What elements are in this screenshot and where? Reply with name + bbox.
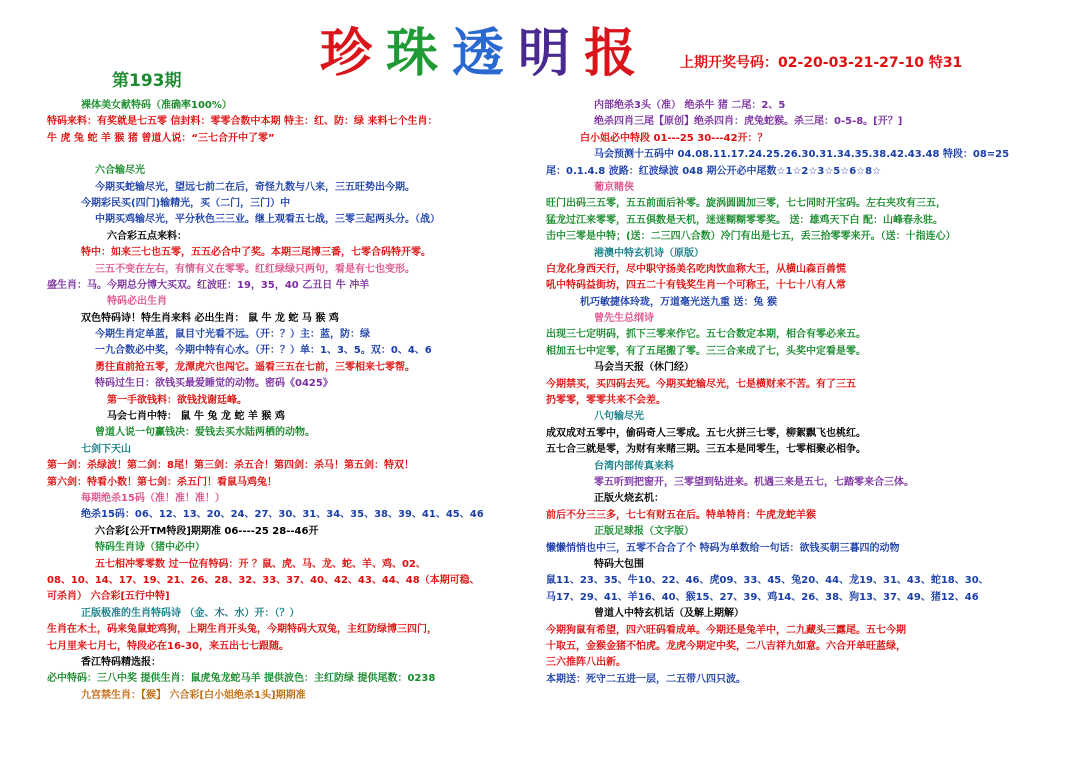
text-line: 今期禁买，买四码去死。今期买蛇输尽光，七是横财来不苦。有了三五: [546, 378, 856, 390]
masthead-char: 珍: [320, 23, 387, 84]
text-line: 今期买蛇输尽光，望远七前二在后，奇怪九数与八来，三五旺势出今期。: [95, 181, 415, 193]
text-line: 六合输尽光: [95, 165, 145, 177]
left-column: [47, 98, 497, 704]
text-line: 马会当天报（休门经）: [594, 362, 694, 374]
text-line: 马会七肖中特： 鼠 牛 兔 龙 蛇 羊 猴 鸡: [107, 411, 285, 423]
text-line: 七月里来七月七，特段必在16-30，来五出七七跟随。: [47, 640, 289, 652]
text-line: 三五不变在左右，有情有义在零零。红红绿绿只两句，看是有七也变形。: [95, 263, 415, 275]
text-line: 出现三七定明码，抓下三零来作它。五七合数定本期，相合有零必来五。: [546, 329, 866, 341]
text-line: 吼中特码益街坊，四五二十有钱奖生肖一个可称王，十七十八有人常: [546, 280, 846, 292]
masthead-char: 珠: [386, 23, 453, 84]
text-line: 特码大包围: [594, 558, 644, 570]
text-line: 扔零零，零零共来不会差。: [546, 395, 666, 407]
text-line: 第一手欲钱料：欲钱找谢廷峰。: [107, 394, 247, 406]
text-line: 生肖在木土，码来兔鼠蛇鸡狗，上期生肖开头兔，今期特码大双兔，主红防绿博三四门，: [47, 624, 437, 636]
masthead-char: 明: [518, 23, 585, 84]
text-line: 曾道人说一句赢钱决：爱钱去买水陆两栖的动物。: [95, 427, 315, 439]
text-line: 成双成对五零中，偷码奇人三零成。五七火拼三七零，柳絮飘飞也桃红。: [546, 427, 866, 439]
text-line: 牛 虎 兔 蛇 羊 猴 猪 曾道人说：“三七合开中了零”: [47, 132, 275, 144]
text-line: 台湾内部传真来料: [594, 460, 674, 472]
text-line: 港澳中特玄机诗（原版）: [594, 247, 704, 259]
text-line: 盛生肖：马。今期总分博大买双。红波旺：19，35，40 乙丑日 牛 冲羊: [47, 279, 370, 291]
text-line: 绝杀15码：06、12、13、20、24、27、30、31、34、35、38、39、41、45、46: [81, 509, 484, 521]
text-line: 五七合三就是零，为财有来赌三期。三五本是同零生，七零相聚必相争。: [546, 444, 866, 456]
text-line: 机巧敏捷体玲珑，万道毫光送九重 送：兔 猴: [580, 296, 777, 308]
text-line: 内部绝杀3头（准） 绝杀牛 猪 二尾：2、5: [594, 100, 786, 111]
text-line: 本期送：死守二五进一层，二五带八四只波。: [546, 673, 746, 685]
text-line: 九宫禁生肖：【猴】 六合彩[白小姐绝杀1头]期期准: [81, 689, 306, 701]
text-line: 十取五，金猴金猪不怕虎。龙虎今期定中奖，二八吉祥九如意。六合开单旺蓝绿，: [546, 640, 906, 652]
text-line: 第一剑：杀绿波！第二剑：8尾！第三剑：杀五合！第四剑：杀马！第五剑：特双！: [47, 460, 414, 472]
text-line: 正版火烧玄机：: [594, 493, 664, 505]
text-line: 勇往直前抢五零，龙潭虎穴也闯它。遥看三五在七前，三零相来七零帮。: [95, 361, 415, 373]
text-line: 击中三零是中特；(送：二三四八合数）冷门有出是七五，丢三拾零零来开。（送：十指连心）: [546, 231, 956, 243]
right-column: [546, 98, 1026, 688]
text-line: 特码生肖诗（猪中必中）: [95, 542, 205, 554]
text-line: 第六剑：特看小数！第七剑：杀五门！看鼠马鸡兔！: [47, 476, 277, 488]
masthead-title: [320, 24, 650, 84]
text-line: 中期买鸡输尽光，平分秋色三三业。继上观看五七战，三零三起两头分。（战）: [95, 214, 440, 226]
masthead-char: 报: [584, 23, 651, 84]
text-line: 马会预测十五码中 04.08.11.17.24.25.26.30.31.34.35.38.42.43.48 特段：08=25: [594, 149, 1010, 161]
text-line: 六合彩[公开TM特段]期期准 06----25 28--46开: [95, 525, 319, 537]
text-line: 尾：0.1.4.8 波路：红波绿波 048 期公开必中尾数☆1☆2☆3☆5☆6☆8☆: [546, 165, 882, 177]
text-line: 葡京赌侠: [594, 181, 634, 193]
text-line: 08、10、14、17、19、21、26、28、32、33、37、40、42、43、44、48（本期可稳、: [47, 574, 480, 586]
text-line: 可杀肖） 六合彩[五行中特]: [47, 591, 170, 603]
text-line: 鼠11、23、35、牛10、22、46、虎09、33、45、兔20、44、龙19、31、43、蛇18、30、: [546, 575, 989, 587]
text-line: 绝杀四肖三尾【原创】绝杀四肖：虎兔蛇猴。杀三尾：0-5-8。[开？]: [594, 116, 903, 128]
issue-number: 第193期: [112, 71, 182, 91]
masthead-char: 透: [452, 23, 519, 84]
last-draw-numbers: 上期开奖号码：02-20-03-21-27-10 特31: [680, 55, 963, 71]
text-line: 香江特码精选报：: [81, 656, 161, 668]
text-line: 旺门出码三五零，五五前面后补零。旋涡圆圆加三零，七七同时开宝码。左右夹攻有三五，: [546, 198, 946, 210]
text-line: 马17、29、41、羊16、40、猴15、27、39、鸡14、26、38、狗13、37、49、猪12、46: [546, 591, 979, 603]
text-line: 白龙化身西天行，尽中职守扬美名吃肉饮血称大王，从横山森百兽慌: [546, 263, 846, 275]
text-line: 白小姐必中特段 01---25 30---42开：？: [580, 132, 768, 144]
text-line: 七剑下天山: [81, 443, 131, 455]
text-line: 懒懒悄悄也中三，五零不合合了个 特码为单数给一句话：欲钱买朝三暮四的动物: [546, 542, 900, 554]
text-line: 今期彩民买(四门)输精光，买（二门，三门）中: [81, 197, 291, 209]
text-line: 正版足球报（文字版）: [594, 526, 694, 538]
text-line: 每期绝杀15码（准！准！准！）: [81, 492, 225, 504]
text-line: 相加五七中定零，有了五尾搬了零。三三合来成了七，头奖中定看是零。: [546, 345, 866, 357]
text-line: 特码过生日：欲钱买最爱睡觉的动物。密码《0425》: [95, 378, 333, 390]
text-line: 曾道人中特玄机话（及解上期解）: [594, 608, 744, 620]
text-line: 今期生肖定单蓝，鼠目寸光看不远。（开：？）主：蓝，防：绿: [95, 329, 370, 341]
text-line: 特码必出生肖: [107, 296, 167, 308]
text-line: [47, 147, 497, 163]
text-line: 裸体美女献特码（准确率100%）: [81, 100, 232, 111]
text-line: 特中：如来三七也五零，五五必合中了奖。本期三尾博三番，七零合码特开零。: [81, 247, 431, 259]
text-line: 一九合数必中奖，今期中特有心水。（开：？）单：1、3、5。双：0、4、6: [95, 345, 432, 357]
text-line: 必中特码：三八中奖 提供生肖：鼠虎兔龙蛇马羊 提供波色：主红防绿 提供尾数：0238: [47, 673, 436, 685]
text-line: 前后不分三三多，七七有财五在后。特单特肖：牛虎龙蛇羊猴: [546, 509, 816, 521]
text-line: 正版极准的生肖特码诗 （金、木、水）开：（？）: [81, 607, 300, 619]
text-line: 三六推阵八出新。: [546, 657, 626, 669]
text-line: 特码来料：有奖就是七五零 信封料：零零合数中本期 特主：红、防：绿 来料七个生肖：: [47, 116, 438, 128]
text-line: 曾先生总纲诗: [594, 313, 654, 325]
text-line: 五七相冲零零数 过一位有特码：开 ？鼠、虎、马、龙、蛇、羊、鸡、02、: [95, 558, 426, 570]
text-line: 今期狗鼠有希望，四六旺码看成单。今期还是兔羊中，二九藏头三露尾。五七今期: [546, 624, 906, 636]
text-line: 六合彩五点来料：: [107, 230, 187, 242]
header: [0, 0, 1080, 95]
text-line: 猛龙过江来零零，五五倶数是天机，迷迷糊糊零零奖。 送：雄鸡天下白 配：山峰春永驻。: [546, 214, 943, 226]
text-line: 八句输尽光: [594, 411, 644, 423]
text-line: 双色特码诗！特生肖来料 必出生肖： 鼠 牛 龙 蛇 马 猴 鸡: [81, 312, 339, 324]
text-line: 零五听到把窗开，三零望到钻进来。机遇三来是五七，七踏零来合三体。: [594, 476, 914, 488]
